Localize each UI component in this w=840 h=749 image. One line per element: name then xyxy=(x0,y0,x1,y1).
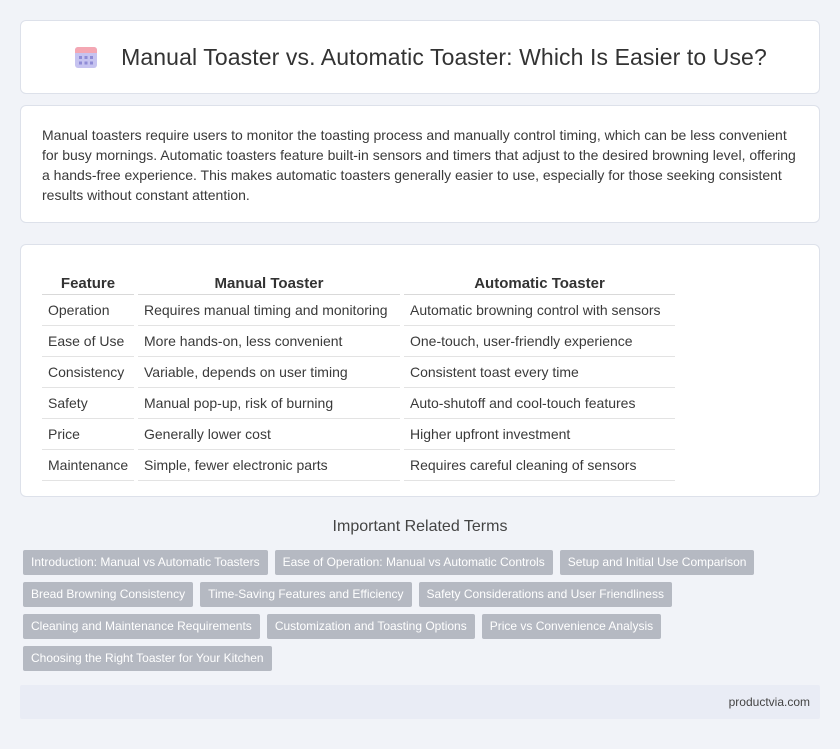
related-terms-heading: Important Related Terms xyxy=(332,518,508,535)
cell-automatic: Higher upfront investment xyxy=(404,419,675,450)
cell-automatic: Requires careful cleaning of sensors xyxy=(404,450,675,481)
cell-feature: Safety xyxy=(42,388,134,419)
intro-paragraph: Manual toasters require users to monitor the toasting process and manually control timing, which can be less convenient for busy mornings. Automatic toasters feature built-in sensors and timers that adjust to the desired browning level, offering a hands-free experience. This makes automatic toasters generally easier to use, especially for those seeking consistent results without constant attention. xyxy=(42,127,796,203)
term-tag[interactable]: Customization and Toasting Options xyxy=(267,614,475,639)
header-feature: Feature xyxy=(42,265,134,295)
table-row xyxy=(42,295,675,326)
cell-manual: Variable, depends on user timing xyxy=(138,357,400,388)
cell-feature: Maintenance xyxy=(42,450,134,481)
table-header-row xyxy=(42,265,675,295)
cell-manual: Simple, fewer electronic parts xyxy=(138,450,400,481)
table-row xyxy=(42,419,675,450)
title-card xyxy=(20,20,820,94)
intro-card xyxy=(20,105,820,223)
comparison-table xyxy=(38,265,679,481)
cell-manual: Requires manual timing and monitoring xyxy=(138,295,400,326)
cell-automatic: Auto-shutoff and cool-touch features xyxy=(404,388,675,419)
calendar-grid-icon xyxy=(73,44,99,70)
cell-automatic: One-touch, user-friendly experience xyxy=(404,326,675,357)
cell-automatic: Consistent toast every time xyxy=(404,357,675,388)
cell-feature: Ease of Use xyxy=(42,326,134,357)
cell-manual: Manual pop-up, risk of burning xyxy=(138,388,400,419)
comparison-card xyxy=(20,244,820,497)
cell-feature: Operation xyxy=(42,295,134,326)
page-title: Manual Toaster vs. Automatic Toaster: Which Is Easier to Use? xyxy=(121,43,767,70)
cell-manual: More hands-on, less convenient xyxy=(138,326,400,357)
header-automatic: Automatic Toaster xyxy=(404,265,675,295)
table-row xyxy=(42,450,675,481)
cell-automatic: Automatic browning control with sensors xyxy=(404,295,675,326)
header-manual: Manual Toaster xyxy=(138,265,400,295)
term-tag[interactable]: Choosing the Right Toaster for Your Kitchen xyxy=(23,646,272,671)
term-tag[interactable]: Price vs Convenience Analysis xyxy=(482,614,661,639)
term-tag[interactable]: Safety Considerations and User Friendliness xyxy=(419,582,672,607)
term-tag[interactable]: Time-Saving Features and Efficiency xyxy=(200,582,411,607)
term-tag[interactable]: Introduction: Manual vs Automatic Toasters xyxy=(23,550,268,575)
footer-site-link[interactable]: productvia.com xyxy=(728,695,810,709)
term-tag[interactable]: Bread Browning Consistency xyxy=(23,582,193,607)
related-terms-list xyxy=(23,550,813,678)
term-tag[interactable]: Ease of Operation: Manual vs Automatic Controls xyxy=(275,550,553,575)
table-row xyxy=(42,357,675,388)
term-tag[interactable]: Cleaning and Maintenance Requirements xyxy=(23,614,260,639)
footer xyxy=(20,685,820,719)
cell-feature: Consistency xyxy=(42,357,134,388)
table-row xyxy=(42,388,675,419)
cell-feature: Price xyxy=(42,419,134,450)
cell-manual: Generally lower cost xyxy=(138,419,400,450)
table-row xyxy=(42,326,675,357)
term-tag[interactable]: Setup and Initial Use Comparison xyxy=(560,550,755,575)
